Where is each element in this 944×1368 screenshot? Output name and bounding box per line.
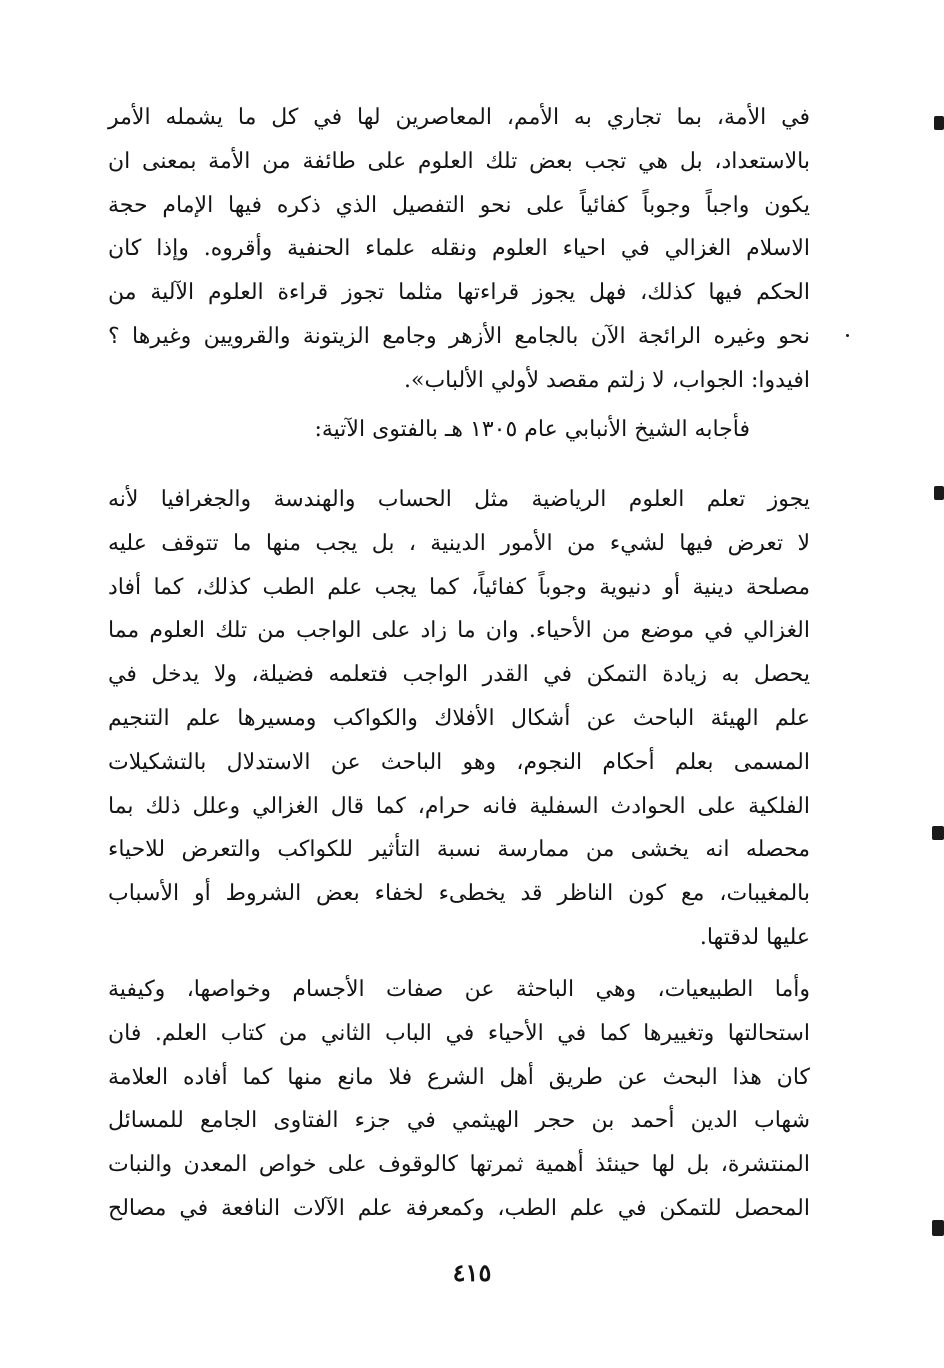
text-line: لا تعرض فيها لشيء من الأمور الدينية ، بل يجب منها ما تتوقف عليه	[108, 530, 810, 556]
text-line: في الأمة، بما تجاري به الأمم، المعاصرين لها في كل ما يشمله الأمر	[108, 105, 810, 130]
text-line: كان هذا البحث عن طريق أهل الشرع فلا مانع منها كما أفاده العلامة	[108, 1064, 810, 1090]
question-paragraph	[108, 96, 810, 403]
text-line: المسمى بعلم أحكام النجوم، وهو الباحث عن الاستدلال بالتشكيلات	[108, 749, 810, 775]
text-line: مصلحة دينية أو دنيوية وجوباً كفائياً، كما يجب علم الطب كذلك، كما أفاد	[108, 574, 810, 600]
scan-edge-mark	[934, 486, 944, 500]
page-number: ٤١٥	[452, 1258, 492, 1287]
scan-dot-mark	[846, 334, 849, 337]
text-line: افيدوا: الجواب، لا زلتم مقصد لأولي الألباب».	[403, 367, 810, 393]
text-line: الاسلام الغزالي في احياء العلوم ونقله علماء الحنفية وأقروه. وإذا كان	[108, 236, 810, 262]
text-line: بالاستعداد، بل هي تجب بعض تلك العلوم على طائفة من الأمة بمعنى ان	[108, 148, 810, 174]
text-line: وأما الطبيعيات، وهي الباحثة عن صفات الأجسام وخواصها، وكيفية	[108, 977, 810, 1002]
fatwa-paragraph-natural-sciences	[108, 968, 810, 1231]
text-line: محصله انه يخشى من ممارسة نسبة التأثير للكواكب والتعرض للاحياء	[108, 837, 810, 863]
text-line: استحالتها وتغييرها كما في الأحياء في الباب الثاني من كتاب العلم. فان	[108, 1020, 810, 1046]
text-line: الحكم فيها كذلك، فهل يجوز قراءتها مثلما تجوز قراءة العلوم الآلية من	[108, 280, 810, 306]
fatwa-intro	[108, 408, 750, 452]
text-line: شهاب الدين أحمد بن حجر الهيثمي في جزء الفتاوى الجامع للمسائل	[108, 1108, 810, 1134]
text-line: المنتشرة، بل لها حينئذ أهمية ثمرتها كالوقوف على خواص المعدن والنبات	[108, 1152, 810, 1178]
text-line: الغزالي في موضع من الأحياء. وان ما زاد على الواجب من تلك العلوم مما	[108, 618, 810, 644]
scan-edge-mark	[932, 1220, 944, 1236]
scan-edge-mark	[934, 116, 944, 130]
scan-edge-mark	[932, 826, 944, 840]
text-line: عليها لدقتها.	[699, 924, 810, 950]
text-line: المحصل للتمكن في علم الطب، وكمعرفة علم الآلات النافعة في مصالح	[108, 1195, 810, 1221]
fatwa-paragraph-mathematics	[108, 478, 810, 960]
text-line: علم الهيئة الباحث عن أشكال الأفلاك والكواكب ومسيرها علم التنجيم	[108, 705, 810, 731]
text-line: يجوز تعلم العلوم الرياضية مثل الحساب والهندسة والجغرافيا لأنه	[108, 487, 810, 512]
text-line: فأجابه الشيخ الأنبابي عام ١٣٠٥ هـ بالفتوى الآتية:	[314, 417, 750, 442]
text-line: نحو وغيره الرائجة الآن بالجامع الأزهر وجامع الزيتونة والقرويين وغيرها ؟	[108, 323, 810, 349]
text-line: يكون واجباً وجوباً كفائياً على نحو التفصيل الذي ذكره فيها الإمام حجة	[108, 192, 810, 218]
text-line: بالمغيبات، مع كون الناظر قد يخطىء لخفاء بعض الشروط أو الأسباب	[108, 881, 810, 907]
text-line: يحصل به زيادة التمكن في القدر الواجب فتعلمه فضيلة، ولا يدخل في	[108, 662, 810, 688]
text-line: الفلكية على الحوادث السفلية فانه حرام، كما قال الغزالي وعلل ذلك بما	[108, 793, 810, 819]
